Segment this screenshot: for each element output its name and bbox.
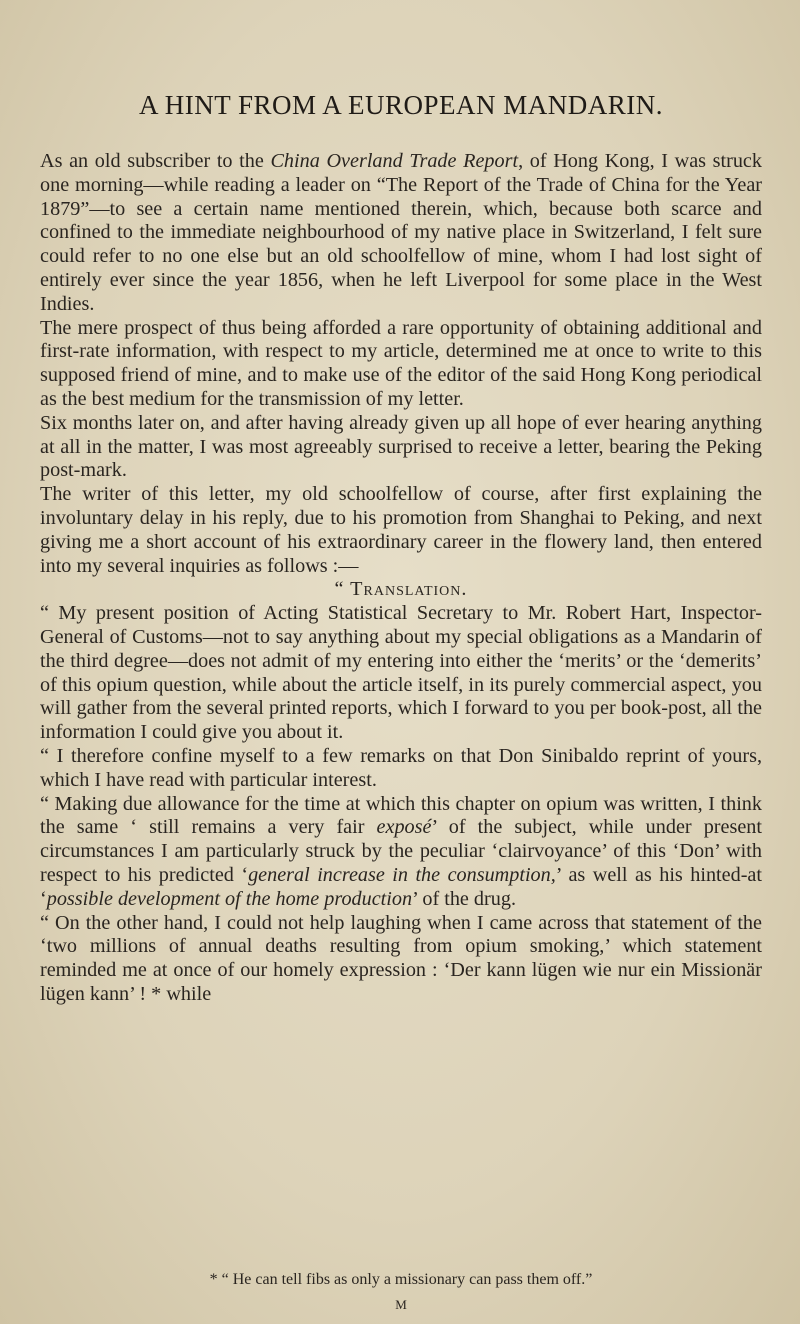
paragraph-5: “ My present position of Acting Statistical Secretary to Mr. Robert Hart, Inspector-General of Customs—not to say anything about my special obligations as a Mandarin of the third degree—does not admit of my entering into either the ‘merits’ or the ‘demerits’ of this opium question, while about the article itself, in its purely commercial aspect, you will gather from the several printed reports, which I forward to you per book-post, all the information I could give you about it. [40,602,762,744]
paragraph-6: “ I therefore confine myself to a few remarks on that Don Sinibaldo reprint of yours, which I have read with particular interest. [40,744,762,791]
paragraph-1: As an old subscriber to the China Overland Trade Report, of Hong Kong, I was struck one morning—while reading a leader on “The Report of the Trade of China for the Year 1879”—to see a certain name mentioned therein, which, because both scarce and confined to the immediate neighbourhood of my native place in Switzerland, I felt sure could refer to no one else but an old schoolfellow of mine, whom I had lost sight of entirely ever since the year 1856, when he left Liverpool for some place in the West Indies. [40,150,762,315]
article-title: A HINT FROM A EUROPEAN MANDARIN. [138,90,664,120]
translation-heading: “ Translation. [334,578,468,601]
signature-mark: M [395,1297,407,1312]
document-page [40,0,762,1324]
paragraph-2: The mere prospect of thus being afforded a rare opportunity of obtaining additional and first-rate information, with respect to my article, determined me at once to write to this supposed friend of mine, and to make use of the editor of the said Hong Kong periodical as the best medium for the transmission of my letter. [40,316,762,410]
paragraph-7: “ Making due allowance for the time at which this chapter on opium was written, I think the same ‘ still remains a very fair exposé’ of the subject, while under present circumstances I am particularly struck by the peculiar ‘clairvoyance’ of this ‘Don’ with respect to his predicted ‘general increase in the consumption,’ as well as his hinted-at ‘possible development of the home production’ of the drug. [40,792,763,910]
paragraph-3: Six months later on, and after having already given up all hope of ever hearing anything at all in the matter, I was most agreeably surprised to receive a letter, bearing the Peking post-mark. [40,411,762,482]
footnote: * “ He can tell fibs as only a missionary can pass them off.” [209,1271,593,1288]
paragraph-4: The writer of this letter, my old schoolfellow of course, after first explaining the involuntary delay in his reply, due to his promotion from Shanghai to Peking, and next giving me a short account of his extraordinary career in the flowery land, then entered into my several inquiries as follows :— [40,483,762,577]
article-body [40,150,762,1007]
paragraph-8: “ On the other hand, I could not help laughing when I came across that statement of the ‘two millions of annual deaths resulting from opium smoking,’ which statement reminded me at once of our homely expression : ‘Der kann lügen wie nur ein Missionär lügen kann’ ! * while [40,911,762,1005]
publication-title: China Overland Trade Report [270,150,519,172]
